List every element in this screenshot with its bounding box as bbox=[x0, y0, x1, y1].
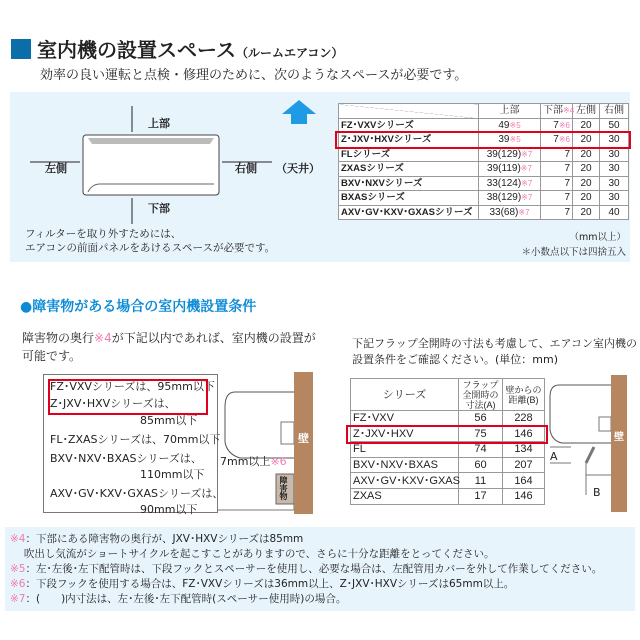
intro-note: ※4 bbox=[94, 331, 112, 345]
bottom-value: 7 bbox=[564, 192, 570, 204]
label-right: 右側 bbox=[235, 162, 257, 175]
distance-cell: 164 bbox=[503, 473, 545, 489]
top-value: 33(124) bbox=[486, 177, 522, 189]
bottom-cell bbox=[541, 205, 573, 220]
series-cell: Z･JXV･HXVシリーズ bbox=[339, 133, 479, 148]
limit-line: FZ･VXVシリーズは、95mm以下 bbox=[50, 380, 215, 393]
filter-note-2: エアコンの前面パネルをあけるスペースが必要です。 bbox=[25, 242, 276, 254]
footnote-mark: ※7 bbox=[10, 593, 26, 605]
bottom-cell bbox=[541, 162, 573, 177]
footnote-text: 吹出し気流がショートサイクルを起こすことがありますので、さらに十分な距離をとってください。 bbox=[10, 548, 495, 560]
series-cell: FZ･VXV bbox=[351, 411, 459, 427]
footnote-mark: ※6 bbox=[10, 578, 26, 590]
top-cell bbox=[479, 205, 541, 220]
flap-cell: 17 bbox=[459, 488, 503, 504]
flap-wall-label: 壁 bbox=[614, 432, 624, 443]
top-value: 49 bbox=[498, 119, 510, 131]
limit-line: 90mm以下 bbox=[140, 503, 198, 516]
left-cell: 20 bbox=[573, 205, 600, 220]
flap-cell: 74 bbox=[459, 442, 503, 458]
top-value: 38(129) bbox=[486, 192, 522, 204]
top-cell bbox=[479, 176, 541, 191]
limit-line: AXV･GV･KXV･GXASシリーズは、 bbox=[50, 487, 224, 500]
table-row bbox=[339, 162, 629, 177]
gap-label bbox=[220, 455, 287, 468]
top-note: ※5 bbox=[509, 135, 521, 145]
top-note: ※7 bbox=[520, 164, 532, 174]
bottom-cell bbox=[541, 191, 573, 206]
flap-table-header bbox=[351, 379, 545, 411]
corner-cell bbox=[339, 104, 479, 119]
series-cell: BXV･NXVシリーズ bbox=[339, 176, 479, 191]
footnote-mark: ※4 bbox=[10, 533, 26, 545]
left-cell: 20 bbox=[573, 191, 600, 206]
flap-row bbox=[351, 442, 545, 458]
footnote bbox=[10, 547, 494, 561]
limit-line: Z･JXV･HXVシリーズは、 bbox=[50, 397, 176, 410]
top-value: 39(129) bbox=[486, 148, 522, 160]
series-cell: ZXAS bbox=[351, 488, 459, 504]
top-cell bbox=[479, 191, 541, 206]
header-distance: 壁からの距離(B) bbox=[503, 379, 545, 411]
bottom-value: 7 bbox=[553, 119, 559, 131]
bottom-cell bbox=[541, 176, 573, 191]
table-row bbox=[339, 191, 629, 206]
flap-highlight bbox=[346, 425, 548, 444]
right-cell: 30 bbox=[600, 147, 629, 162]
bottom-value: 7 bbox=[564, 177, 570, 189]
flap-diagram bbox=[547, 375, 630, 512]
top-cell bbox=[479, 162, 541, 177]
label-left: 左側 bbox=[45, 162, 67, 175]
intro-c: 可能です。 bbox=[22, 349, 82, 363]
lead-text: 効率の良い運転と点検・修理のために、次のようなスペースが必要です。 bbox=[40, 68, 468, 83]
gap-text: 7mm以上 bbox=[220, 455, 271, 468]
series-cell: ZXASシリーズ bbox=[339, 162, 479, 177]
header-series: シリーズ bbox=[351, 379, 459, 411]
top-note: ※7 bbox=[521, 149, 533, 159]
header-left: 左側 bbox=[573, 104, 600, 119]
label-b: B bbox=[593, 486, 601, 499]
flap-cell: 11 bbox=[459, 473, 503, 489]
header-flap: フラップ全開時の寸法(A) bbox=[459, 379, 503, 411]
series-cell: BXV･NXV･BXAS bbox=[351, 457, 459, 473]
filter-note-1: フィルターを取り外すためには、 bbox=[25, 228, 182, 240]
flap-row bbox=[351, 473, 545, 489]
unit-note: （mm以上） bbox=[569, 232, 626, 243]
left-cell: 20 bbox=[573, 176, 600, 191]
limit-line: 110mm以下 bbox=[140, 468, 205, 481]
right-cell: 30 bbox=[600, 133, 629, 148]
footnote-text: ：左･左後･左下配管時は、下段フックとスペーサーを使用し、必要な場合は、左配管用カバーを外して作業してください。 bbox=[25, 563, 603, 575]
footnote-text: ：( )内寸法は、左･左後･左下配管時(スペーサー使用時)の場合。 bbox=[25, 593, 347, 605]
header-note: ※4 bbox=[563, 106, 575, 116]
table-row bbox=[339, 147, 629, 162]
label-a: A bbox=[550, 450, 558, 463]
right-cell: 30 bbox=[600, 191, 629, 206]
right-cell: 30 bbox=[600, 176, 629, 191]
top-value: 33(68) bbox=[489, 206, 519, 218]
header-bottom bbox=[541, 104, 573, 119]
distance-cell: 146 bbox=[503, 426, 545, 442]
label-ceiling: （天井） bbox=[276, 162, 320, 175]
flap-row bbox=[351, 457, 545, 473]
title-sub: （ルームエアコン） bbox=[236, 46, 344, 60]
obstacle-label: 障害物 bbox=[279, 476, 288, 500]
footnote-text: ：下段フックを使用する場合は、FZ･VXVシリーズは36mm以上、Z･JXV･HXVシリーズは65mm以上。 bbox=[25, 578, 515, 590]
series-cell: FLシリーズ bbox=[339, 147, 479, 162]
footnote bbox=[10, 577, 514, 591]
rounding-note bbox=[521, 244, 626, 258]
wall-label: 壁 bbox=[298, 432, 309, 445]
series-cell: FZ･VXVシリーズ bbox=[339, 118, 479, 133]
header-bottom-label: 下部 bbox=[543, 105, 563, 117]
header-right: 右側 bbox=[600, 104, 629, 119]
distance-cell: 207 bbox=[503, 457, 545, 473]
right-cell: 50 bbox=[600, 118, 629, 133]
flap-row bbox=[351, 488, 545, 504]
series-cell: FL bbox=[351, 442, 459, 458]
left-cell: 20 bbox=[573, 147, 600, 162]
footnote bbox=[10, 592, 346, 606]
left-cell: 20 bbox=[573, 162, 600, 177]
page-title bbox=[37, 34, 343, 63]
left-cell: 20 bbox=[573, 118, 600, 133]
series-cell: BXASシリーズ bbox=[339, 191, 479, 206]
highlight-box bbox=[335, 131, 631, 149]
bottom-value: 7 bbox=[553, 134, 559, 146]
bottom-value: 7 bbox=[564, 163, 570, 175]
top-note: ※7 bbox=[521, 193, 533, 203]
distance-cell: 146 bbox=[503, 488, 545, 504]
right-cell: 40 bbox=[600, 205, 629, 220]
label-top: 上部 bbox=[148, 117, 170, 130]
series-cell: Z･JXV･HXV bbox=[351, 426, 459, 442]
gap-note: ※6 bbox=[270, 455, 287, 468]
flap-cell: 60 bbox=[459, 457, 503, 473]
bottom-cell bbox=[541, 147, 573, 162]
limit-line: BXV･NXV･BXASシリーズは、 bbox=[50, 452, 202, 465]
top-note: ※5 bbox=[509, 120, 521, 130]
flap-intro bbox=[352, 336, 637, 368]
top-value: 39(119) bbox=[487, 163, 521, 175]
top-note: ※7 bbox=[518, 207, 530, 217]
distance-cell: 228 bbox=[503, 411, 545, 427]
label-bottom: 下部 bbox=[148, 202, 170, 215]
table-row bbox=[339, 176, 629, 191]
left-cell: 20 bbox=[573, 133, 600, 148]
flap-cell: 56 bbox=[459, 411, 503, 427]
bottom-note: ※6 bbox=[558, 120, 570, 130]
flap-row bbox=[351, 411, 545, 427]
footnote-mark: ※5 bbox=[10, 563, 26, 575]
table-row bbox=[339, 205, 629, 220]
title-main: 室内機の設置スペース bbox=[37, 38, 236, 62]
intro-b: が下記以内であれば、室内機の設置が bbox=[111, 331, 316, 345]
top-note: ※7 bbox=[521, 178, 533, 188]
distance-cell: 134 bbox=[503, 442, 545, 458]
flap-intro-2: 設置条件をご確認ください。(単位：mm) bbox=[352, 353, 559, 366]
table-header bbox=[339, 104, 629, 119]
footnote bbox=[10, 562, 602, 576]
footnote bbox=[10, 532, 303, 546]
intro-a: 障害物の奥行 bbox=[22, 331, 95, 345]
top-value: 39 bbox=[498, 134, 510, 146]
space-table bbox=[338, 103, 629, 220]
limit-line: FL･ZXASシリーズは、70mm以下 bbox=[50, 433, 221, 446]
ceiling-arrow-icon bbox=[282, 100, 316, 124]
bottom-value: 7 bbox=[564, 148, 570, 160]
right-cell: 30 bbox=[600, 162, 629, 177]
bottom-value: 7 bbox=[564, 206, 570, 218]
series-cell: AXV･GV･KXV･GXAS bbox=[351, 473, 459, 489]
title-square bbox=[11, 39, 31, 59]
rounding-note-text: ＊小数点以下は四捨五入 bbox=[521, 247, 626, 258]
series-cell: AXV･GV･KXV･GXASシリーズ bbox=[339, 205, 479, 220]
obstacle-heading: ●障害物がある場合の室内機設置条件 bbox=[20, 299, 257, 315]
top-cell bbox=[479, 147, 541, 162]
footnote-text: ：下部にある障害物の奥行が、JXV･HXVシリーズは85mm bbox=[25, 533, 304, 545]
obstacle-intro bbox=[22, 329, 316, 365]
flap-cell: 75 bbox=[459, 426, 503, 442]
bottom-note: ※6 bbox=[558, 135, 570, 145]
limit-line: 85mm以下 bbox=[140, 414, 198, 427]
flap-intro-1: 下記フラップ全開時の寸法も考慮して、エアコン室内機の bbox=[352, 337, 638, 350]
header-top: 上部 bbox=[479, 104, 541, 119]
